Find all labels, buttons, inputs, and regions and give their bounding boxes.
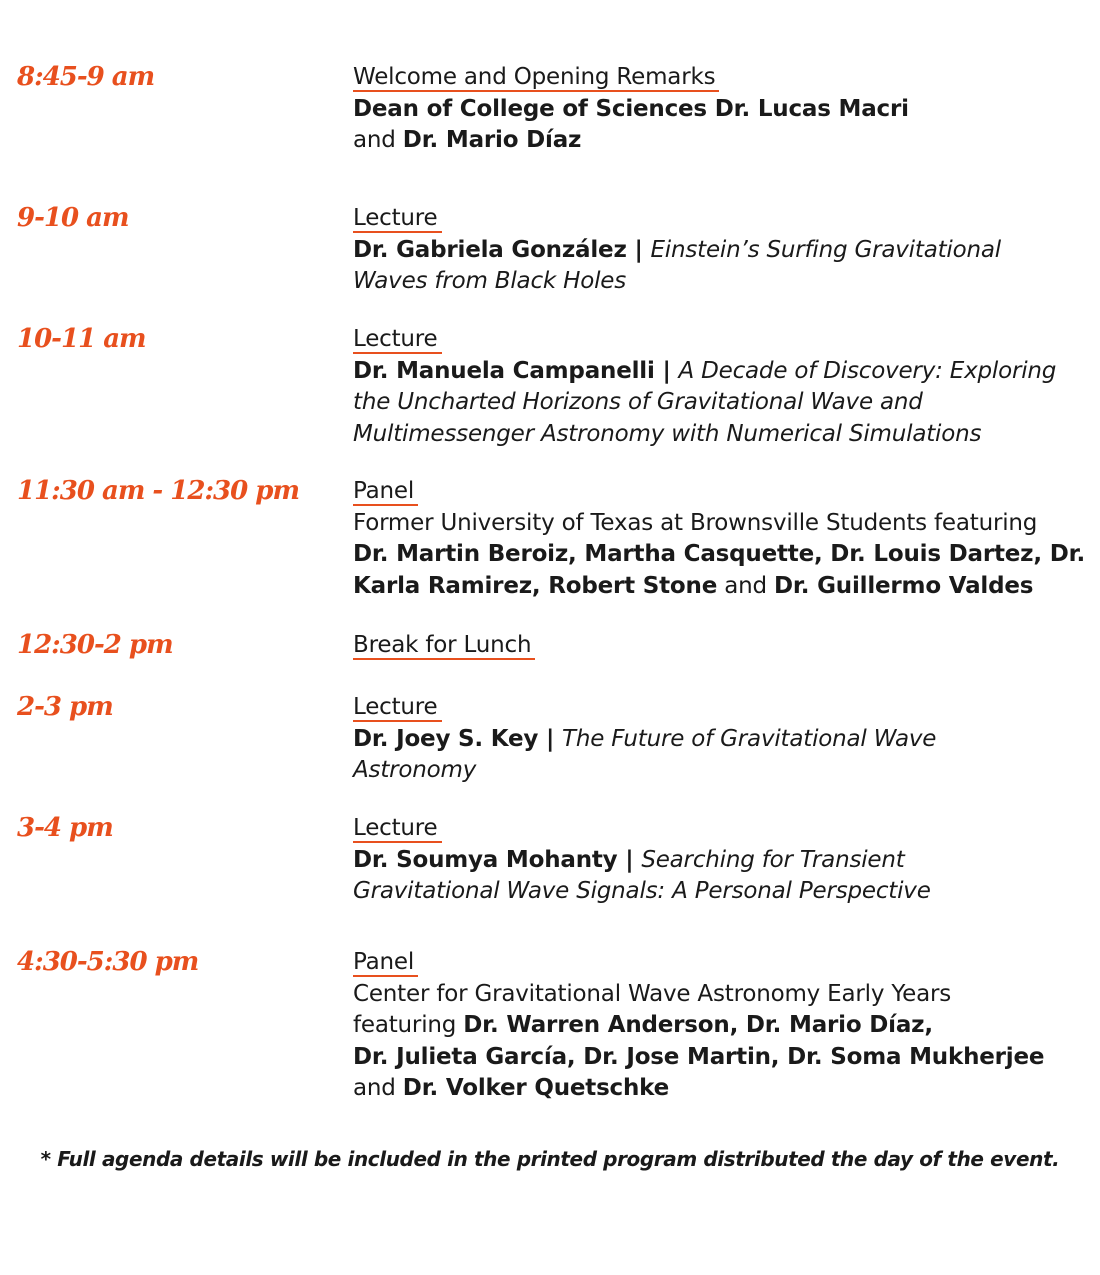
speaker-name: Dr. Joey S. Key	[353, 725, 539, 752]
agenda-time: 2-3 pm	[17, 692, 113, 722]
talk-title: The Future of Gravitational Wave	[562, 725, 937, 752]
session-type: Lecture	[353, 205, 442, 233]
connector-text: featuring	[353, 1012, 464, 1038]
talk-title: A Decade of Discovery: Exploring	[678, 357, 1057, 384]
separator: |	[617, 846, 642, 873]
talk-title: the Uncharted Horizons of Gravitational Wave and	[353, 389, 923, 415]
separator: |	[538, 725, 563, 752]
speaker-name: Dr. Mario Díaz	[402, 127, 582, 153]
session-type: Lecture	[353, 694, 442, 722]
panel-intro: Former University of Texas at Brownsville Students featuring	[353, 509, 1038, 536]
agenda-time: 12:30-2 pm	[17, 630, 173, 660]
agenda-details	[353, 947, 1088, 1105]
agenda-time: 9-10 am	[17, 203, 129, 233]
panelist-names: Dr. Volker Quetschke	[402, 1075, 670, 1101]
session-type: Panel	[353, 949, 418, 977]
session-type: Break for Lunch	[353, 632, 535, 660]
separator: |	[626, 236, 651, 263]
speaker-name: Dr. Manuela Campanelli	[353, 357, 655, 384]
panelist-names: Dr. Julieta García, Dr. Jose Martin, Dr. Soma Mukherjee	[353, 1043, 1045, 1070]
agenda-time: 8:45-9 am	[17, 62, 155, 92]
agenda-details	[353, 692, 1088, 787]
agenda-time: 10-11 am	[17, 324, 146, 354]
talk-title: Einstein’s Surfing Gravitational	[650, 236, 1001, 263]
connector-text: and	[353, 127, 403, 153]
speaker-name: Dr. Soumya Mohanty	[353, 846, 618, 873]
session-type: Lecture	[353, 815, 442, 843]
connector-text: and	[353, 1075, 403, 1101]
panelist-names: Dr. Guillermo Valdes	[774, 572, 1034, 599]
speaker-name: Dr. Gabriela González	[353, 236, 627, 263]
agenda-details	[353, 476, 1088, 602]
speaker-name: Dean of College of Sciences Dr. Lucas Macri	[353, 95, 909, 122]
agenda-details	[353, 62, 1088, 157]
separator: |	[654, 357, 679, 384]
talk-title: Astronomy	[353, 757, 477, 783]
agenda-time: 3-4 pm	[17, 813, 113, 843]
agenda-details	[353, 630, 1088, 662]
footnote: * Full agenda details will be included in the printed program distributed the day of the event.	[40, 1147, 1060, 1171]
panelist-names: Karla Ramirez, Robert Stone	[353, 572, 718, 599]
talk-title: Waves from Black Holes	[353, 268, 627, 294]
panelist-names: Dr. Warren Anderson, Dr. Mario Díaz,	[463, 1012, 933, 1038]
talk-title: Multimessenger Astronomy with Numerical Simulations	[353, 420, 982, 447]
panelist-names: Dr. Martin Beroiz, Martha Casquette, Dr. Louis Dartez, Dr.	[353, 541, 1085, 567]
session-type: Panel	[353, 478, 418, 506]
agenda-time: 4:30-5:30 pm	[17, 947, 199, 977]
talk-title: Gravitational Wave Signals: A Personal Perspective	[353, 878, 931, 904]
agenda-details	[353, 203, 1088, 298]
session-type: Welcome and Opening Remarks	[353, 64, 719, 92]
connector-text: and	[717, 572, 775, 599]
session-type: Lecture	[353, 326, 442, 354]
agenda-details	[353, 813, 1088, 908]
agenda-time: 11:30 am - 12:30 pm	[17, 476, 299, 506]
talk-title: Searching for Transient	[641, 846, 905, 873]
panel-intro: Center for Gravitational Wave Astronomy Early Years	[353, 980, 952, 1007]
agenda-details	[353, 324, 1088, 450]
